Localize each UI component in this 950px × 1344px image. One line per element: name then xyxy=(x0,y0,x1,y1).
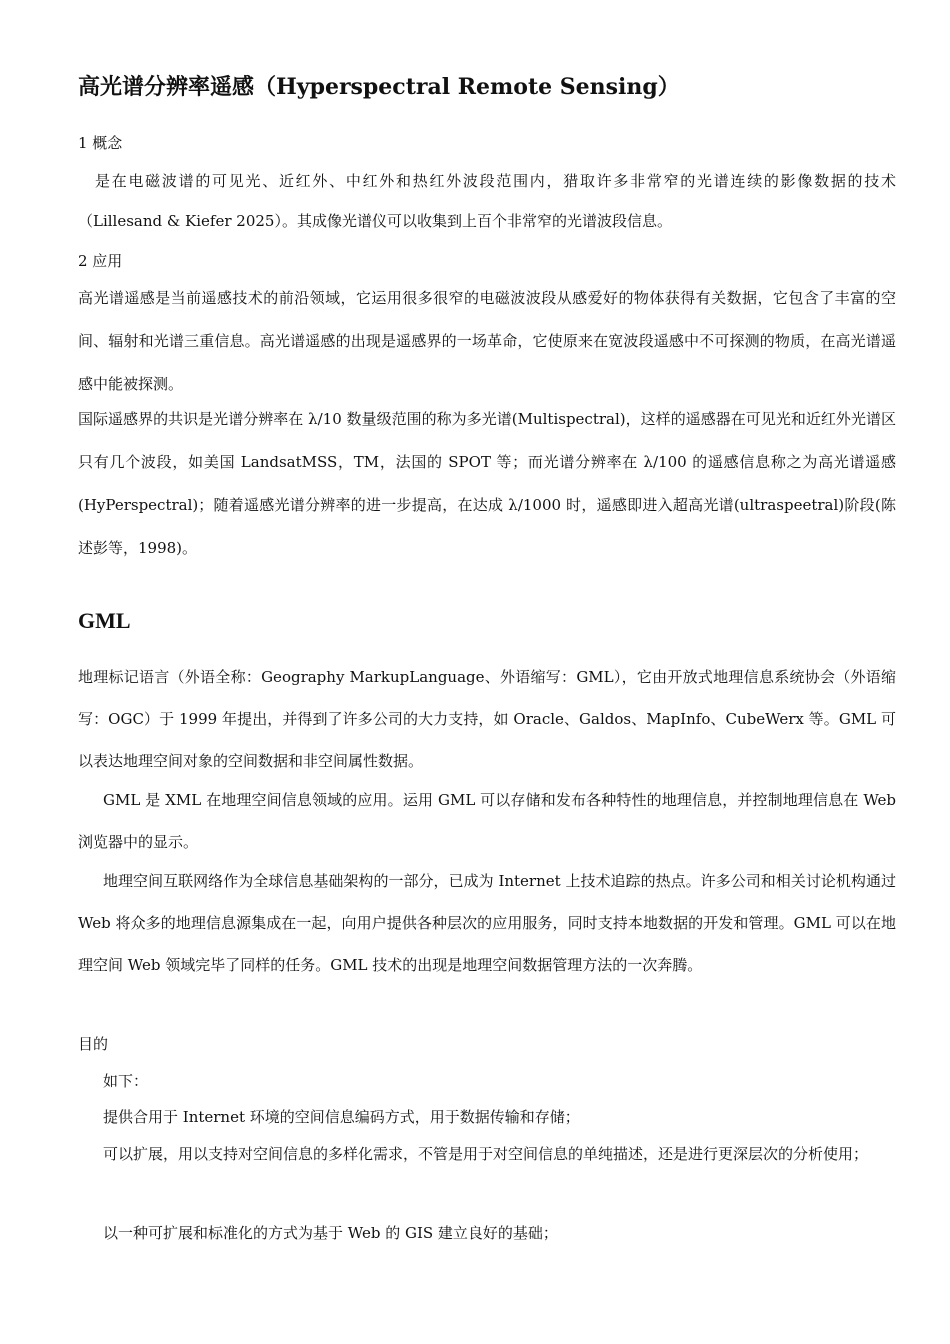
heading-gml: GML xyxy=(78,608,131,633)
application-paragraph-1: 高光谱遥感是当前遥感技术的前沿领域，它运用很多很窄的电磁波波段从感爱好的物体获得有关数据，它包含了丰富的空间、辐射和光谱三重信息。高光谱遥感的出现是遥感界的一场革命，它使原来在宽波段遥感中不可探测的物质，在高光谱遥感中能被探测。 xyxy=(78,289,896,393)
heading-hyperspectral: 高光谱分辨率遥感（Hyperspectral Remote Sensing） xyxy=(78,74,680,100)
purpose-item-2: 可以扩展，用以支持对空间信息的多样化需求，不管是用于对空间信息的单纯描述，还是进行更深层次的分析使用； xyxy=(103,1145,869,1163)
application-heading: 2 应用 xyxy=(78,252,123,270)
purpose-item-1: 提供合用于 Internet 环境的空间信息编码方式，用于数据传输和存储； xyxy=(103,1108,580,1126)
concept-heading: 1 概念 xyxy=(78,134,123,152)
purpose-intro: 如下： xyxy=(103,1072,149,1090)
application-paragraph-2: 国际遥感界的共识是光谱分辨率在 λ/10 数量级范围的称为多光谱(Multispectral)，这样的遥感器在可见光和近红外光谱区只有几个波段，如美国 LandsatMSS，TM，法国的 SPOT 等；而光谱分辨率在 λ/100 的遥感信息称之为高光谱遥感(HyPerspectral)；随着遥感光谱分辨率的进一步提高，在达成 λ/1000 时，遥感即进入超高光谱(ultraspeetral)阶段(陈述彭等，1998)。 xyxy=(78,410,896,557)
purpose-item-3: 以一种可扩展和标准化的方式为基于 Web 的 GIS 建立良好的基础； xyxy=(103,1224,558,1242)
purpose-heading: 目的 xyxy=(78,1035,109,1053)
gml-paragraph-3: 地理空间互联网络作为全球信息基础架构的一部分，已成为 Internet 上技术追踪的热点。许多公司和相关讨论机构通过 Web 将众多的地理信息源集成在一起，向用户提供各种层次的应用服务，同时支持本地数据的开发和管理。GML 可以在地理空间 Web 领域完毕了同样的任务。GML 技术的出现是地理空间数据管理方法的一次奔腾。 xyxy=(78,872,896,974)
concept-paragraph: 是在电磁波谱的可见光、近红外、中红外和热红外波段范围内，猎取许多非常窄的光谱连续的影像数据的技术（Lillesand & Kiefer 2025）。其成像光谱仪可以收集到上百个非常窄的光谱波段信息。 xyxy=(78,172,896,230)
gml-paragraph-2: GML 是 XML 在地理空间信息领域的应用。运用 GML 可以存储和发布各种特性的地理信息，并控制地理信息在 Web 浏览器中的显示。 xyxy=(78,791,896,851)
gml-paragraph-1: 地理标记语言（外语全称：Geography MarkupLanguage、外语缩写：GML），它由开放式地理信息系统协会（外语缩写：OGC）于 1999 年提出，并得到了许多公司的大力支持，如 Oracle、Galdos、MapInfo、CubeWerx 等。GML 可以表达地理空间对象的空间数据和非空间属性数据。 xyxy=(78,668,896,770)
